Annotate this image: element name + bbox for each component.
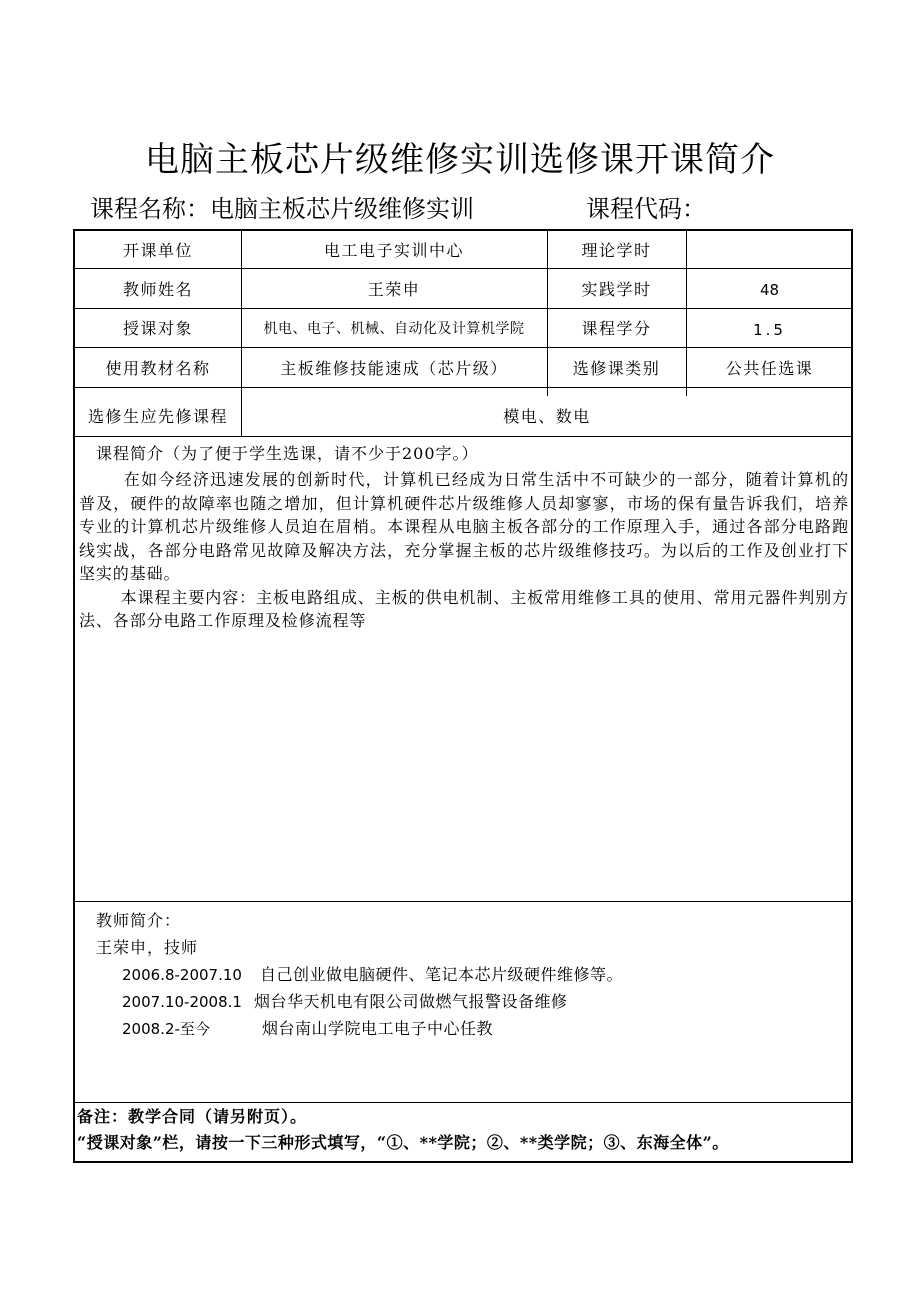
teacher-intro-label: 教师简介： (96, 911, 182, 930)
row-divider (75, 901, 851, 902)
prereq-value: 模电、数电 (503, 407, 591, 426)
practice-hours-value: 48 (759, 281, 780, 299)
category-value: 公共任选课 (725, 358, 814, 378)
course-intro-label: 课程简介（为了便于学生选课，请不少于200字。） (96, 444, 479, 463)
course-name-label: 课程名称：电脑主板芯片级维修实训 (90, 195, 474, 223)
course-intro-text (79, 468, 849, 633)
audience-value: 机电、电子、机械、自动化及计算机学院 (263, 320, 525, 337)
experience-desc: 烟台华天机电有限公司做燃气报警设备维修 (254, 992, 568, 1011)
remark-line: 备注：教学合同（请另附页）。 (77, 1107, 308, 1126)
unit-label: 开课单位 (122, 241, 193, 260)
textbook-value: 主板维修技能速成（芯片级） (280, 358, 508, 378)
experience-period: 2006.8-2007.10 (122, 966, 242, 984)
category-label: 选修课类别 (572, 358, 661, 378)
teacher-name-label: 教师姓名 (122, 279, 193, 299)
experience-item (122, 1016, 493, 1039)
course-form-table (73, 229, 853, 1163)
remark-instruction: “授课对象”栏，请按一下三种形式填写，“①、**学院；②、**类学院；③、东海全体”。 (77, 1133, 729, 1152)
course-intro-paragraph: 本课程主要内容：主板电路组成、主板的供电机制、主板常用维修工具的使用、常用元器件判别方法、各部分电路工作原理及检修流程等 (79, 587, 849, 630)
experience-desc: 烟台南山学院电工电子中心任教 (262, 1019, 494, 1038)
row-divider (75, 1102, 851, 1103)
experience-period: 2008.2-至今 (122, 1020, 210, 1038)
course-intro-paragraph: 在如今经济迅速发展的创新时代，计算机已经成为日常生活中不可缺少的一部分，随着计算机的普及，硬件的故障率也随之增加，但计算机硬件芯片级维修人员却寥寥，市场的保有量告诉我们，培养专业的计算机芯片级维修人员迫在眉梢。本课程从电脑主板各部分的工作原理入手，通过各部分电路跑线实战，各部分电路常见故障及解决方法，充分掌握主板的芯片级维修技巧。为以后的工作及创业打下坚实的基础。 (79, 470, 849, 583)
row-divider (75, 387, 851, 388)
audience-label: 授课对象 (122, 319, 193, 338)
experience-desc: 自己创业做电脑硬件、笔记本芯片级硬件维修等。 (260, 965, 624, 984)
unit-value: 电工电子实训中心 (323, 241, 464, 260)
experience-period: 2007.10-2008.1 (122, 993, 242, 1011)
practice-hours-label: 实践学时 (581, 279, 652, 299)
prereq-label: 选修生应先修课程 (87, 407, 228, 426)
textbook-label: 使用教材名称 (105, 358, 211, 378)
theory-hours-label: 理论学时 (581, 241, 652, 260)
teacher-name-value: 王荣申 (367, 279, 421, 299)
credits-label: 课程学分 (581, 319, 652, 338)
experience-item (122, 962, 623, 985)
teacher-intro-name: 王荣申，技师 (96, 938, 199, 957)
page-title: 电脑主板芯片级维修实训选修课开课简介 (145, 140, 775, 180)
experience-item (122, 989, 568, 1012)
theory-hours-value (686, 231, 853, 268)
credits-value: 1.5 (753, 320, 786, 339)
row-divider (75, 436, 851, 437)
course-code-label: 课程代码： (586, 195, 706, 223)
